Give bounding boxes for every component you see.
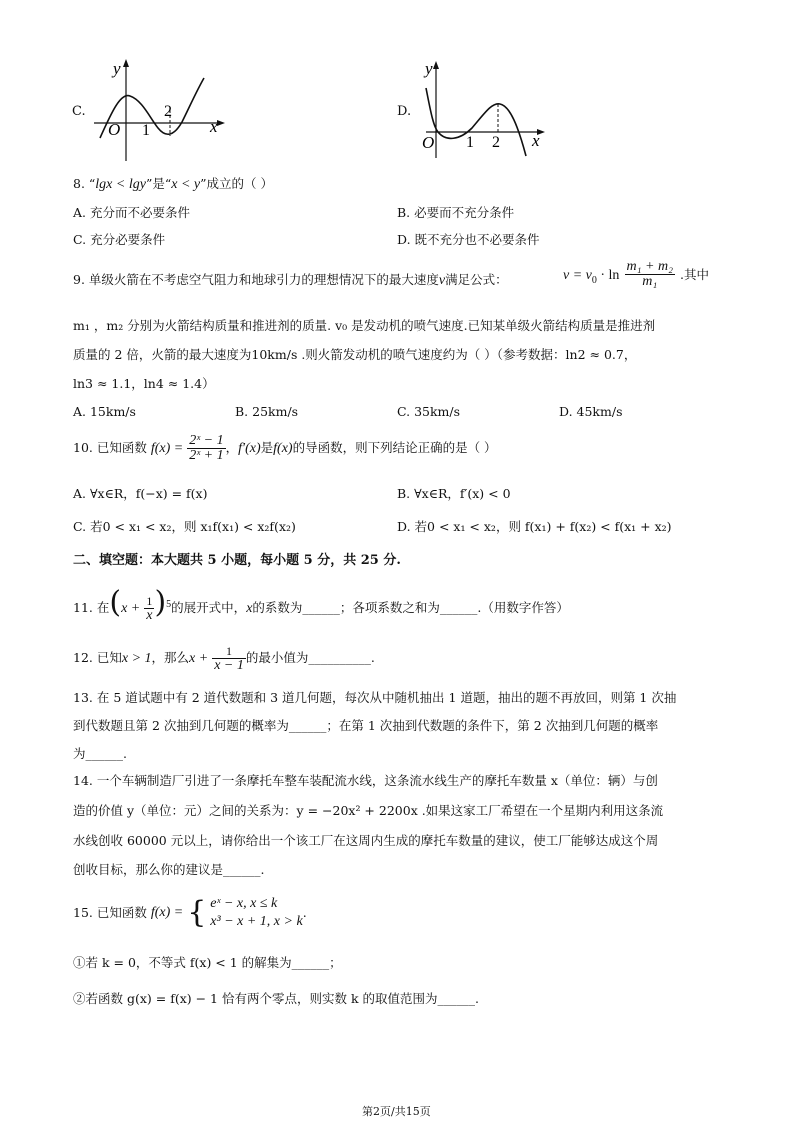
graph-c-y-label: y [113,59,121,78]
q8-option-b: B. 必要而不充分条件 [397,205,515,220]
q12-stem: 12. 已知x > 1，那么x + $\frac{1}{x - 1}$ 的最小值为__________. [73,644,375,673]
q9-formula: $v = v_0 \cdot \ln$ $\frac{\text{m₁ + m₂}}{\text{m₁}}$ .其中 [563,259,710,289]
q9-option-d: D. 45km/s [559,404,623,419]
q14-line-4: 创收目标，那么你的建议是______. [73,862,265,877]
q11-stem: 11. 在(x + $\frac{1}{x}$ )$^5$的展开式中，x的系数为______；各项系数之和为______.（用数字作答） [73,585,569,623]
graph-c-tick-1: 1 [142,122,150,139]
graph-d-y-label: y [425,59,433,78]
q10-stem: 10. 已知函数 f(x) = $\frac{\text{2ˣ − 1}}{\text{2ˣ + 1}}$ ，f′(x)是f(x)的导函数，则下列结论正确的是（ ） [73,433,497,463]
q10-option-d: D. 若0 < x₁ < x₂，则 f(x₁) + f(x₂) < f(x₁ + x₂) [397,519,672,534]
section-2-heading: 二、填空题：本大题共 5 小题，每小题 5 分，共 25 分. [73,553,401,568]
graph-d [418,58,548,162]
q8-option-a: A. 充分而不必要条件 [73,205,190,220]
q14-line-2: 造的价值 y（单位：元）之间的关系为：y = −20x² + 2200x .如果这家工厂希望在一个星期内利用这条流 [73,803,664,818]
q9-line-3: 质量的 2 倍，火箭的最大速度为10km/s .则火箭发动机的喷气速度约为（ ）（参考数据：ln2 ≈ 0.7， [73,347,637,362]
q15-part-1: ①若 k = 0，不等式 f(x) < 1 的解集为______； [73,955,342,970]
q9-line-4: ln3 ≈ 1.1，ln4 ≈ 1.4） [73,376,215,391]
q13-line-3: 为______. [73,746,127,761]
page-footer: 第2页/共15页 [362,1105,431,1118]
graph-d-label: D. [397,104,412,119]
q10-option-b: B. ∀x∈R，f′(x) < 0 [397,486,511,501]
q8-option-c: C. 充分必要条件 [73,232,166,247]
q9-option-b: B. 25km/s [235,404,299,419]
q15-part-2: ②若函数 g(x) = f(x) − 1 恰有两个零点，则实数 k 的取值范围为______. [73,991,479,1006]
q13-line-2: 到代数题且第 2 次抽到几何题的概率为______；在第 1 次抽到代数题的条件下，第 2 次抽到几何题的概率 [73,718,659,733]
q10-option-a: A. ∀x∈R，f(−x) = f(x) [73,486,208,501]
graph-c-label: C. [72,104,86,119]
graph-d-tick-1: 1 [466,134,474,151]
q15-stem: 15. 已知函数 f(x) = { eˣ − x, x ≤ k x³ − x + 1, x > k . [73,895,307,930]
q15-case-1: eˣ − x, x ≤ k [210,896,278,911]
graph-c-x-label: x [210,117,218,136]
graph-d-tick-2: 2 [492,134,500,151]
graph-c-origin: O [108,120,121,139]
graph-c [92,56,232,164]
q9-line-1: 9. 单级火箭在不考虑空气阻力和地球引力的理想情况下的最大速度v满足公式： [73,272,508,288]
q9-line-2: m₁ ，m₂ 分别为火箭结构质量和推进剂的质量. v₀ 是发动机的喷气速度.已知某单级火箭结构质量是推进剂 [73,318,656,333]
q8-stem: 8. “lgx < lgy”是“x < y”成立的（ ） [73,176,273,192]
q10-option-c: C. 若0 < x₁ < x₂，则 x₁f(x₁) < x₂f(x₂) [73,519,296,534]
q14-line-1: 14. 一个车辆制造厂引进了一条摩托车整车装配流水线，这条流水线生产的摩托车数量 x（单位：辆）与创 [73,773,658,788]
q8-option-d: D. 既不充分也不必要条件 [397,232,540,247]
graph-c-tick-2: 2 [164,103,172,120]
q9-option-a: A. 15km/s [73,404,136,419]
q14-line-3: 水线创收 60000 元以上，请你给出一个该工厂在这周内生成的摩托车数量的建议，使工厂能够达成这个周 [73,833,659,848]
q13-line-1: 13. 在 5 道试题中有 2 道代数题和 3 道几何题，每次从中随机抽出 1 道题，抽出的题不再放回，则第 1 次抽 [73,690,677,705]
graph-d-x-label: x [532,131,540,150]
q10-fraction: $\frac{\text{2ˣ − 1}}{\text{2ˣ + 1}}$ [189,433,224,463]
graph-d-origin: O [422,133,435,152]
q9-fraction: $\frac{\text{m₁ + m₂}}{\text{m₁}}$ [626,259,673,289]
q15-case-2: x³ − x + 1, x > k [210,914,303,929]
q9-option-c: C. 35km/s [397,404,461,419]
